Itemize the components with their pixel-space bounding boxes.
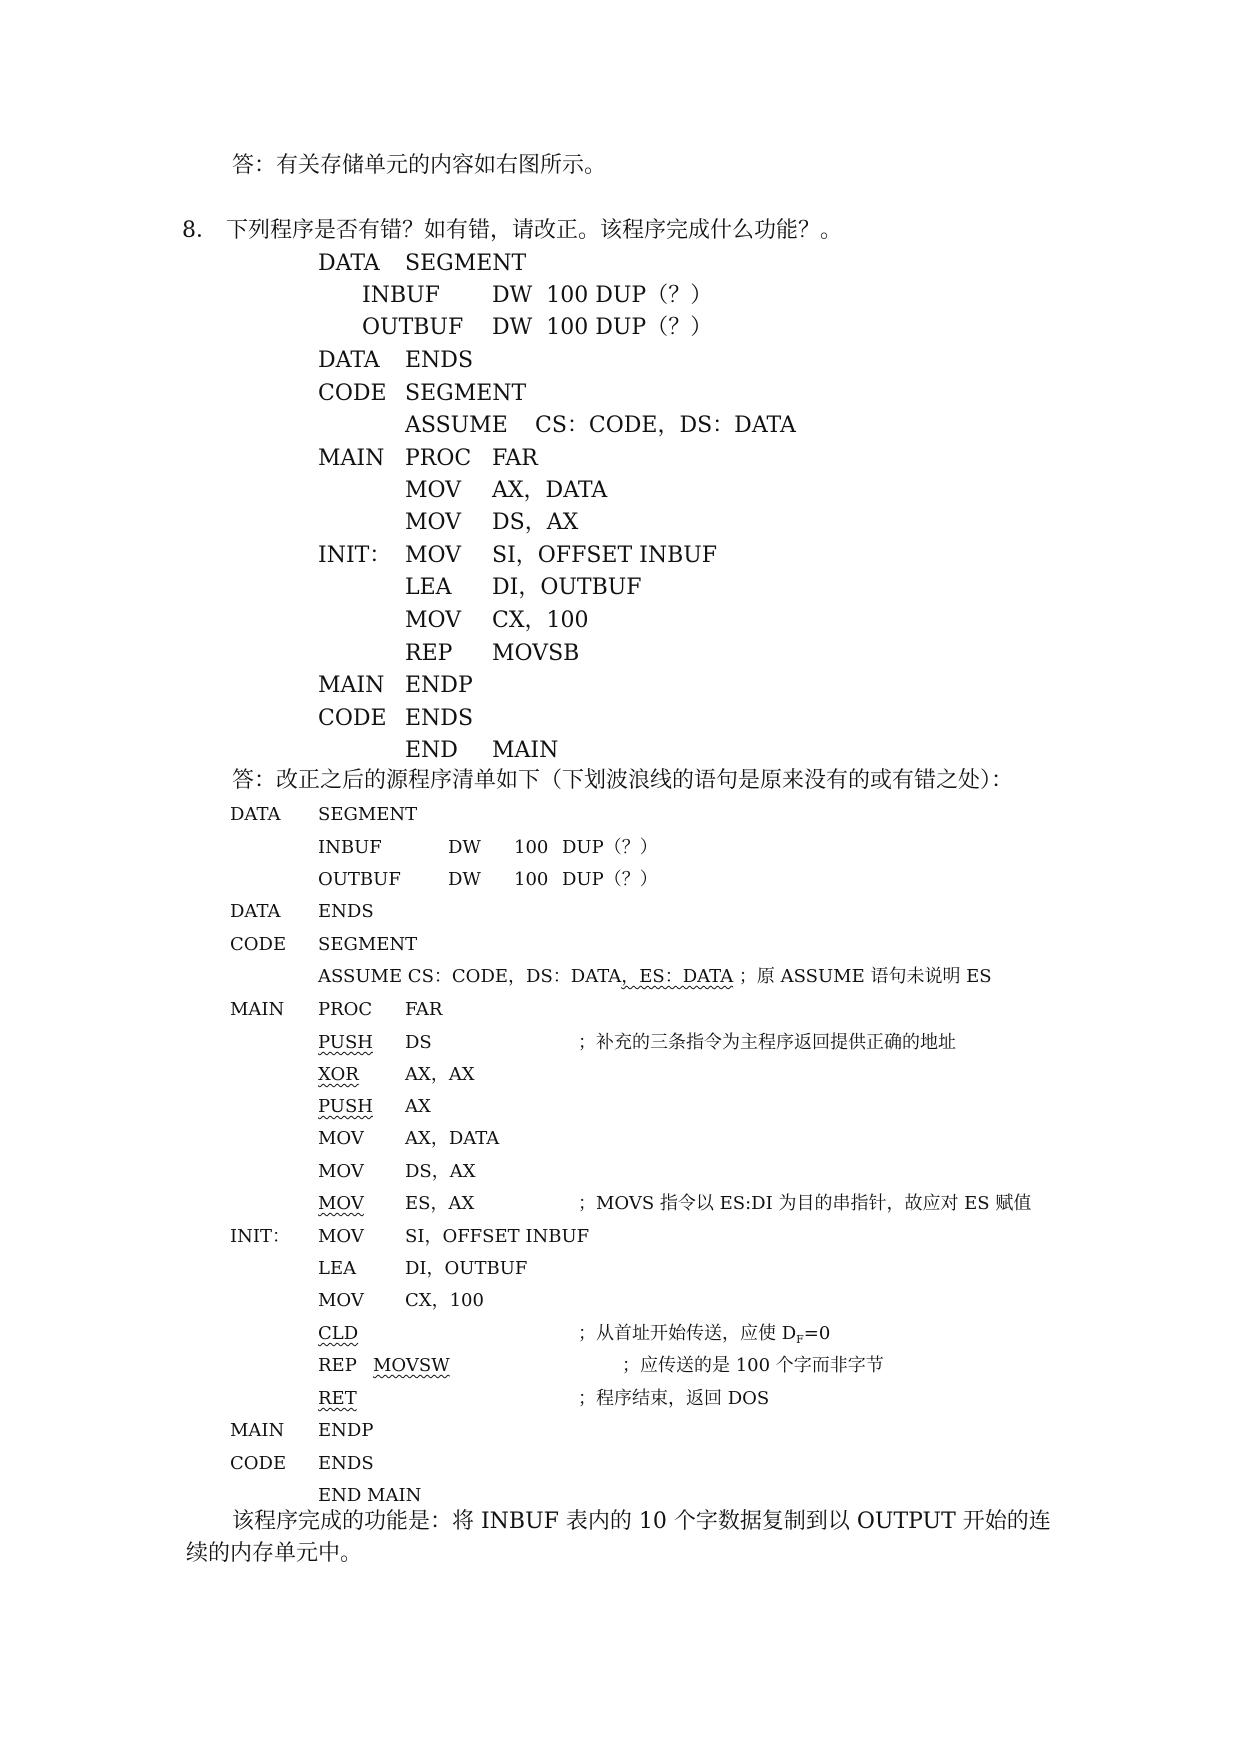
code-op: ENDS [405,706,474,731]
code-operand: DI，OUTBUF [405,1258,528,1279]
code-operand: SI，OFFSET INBUF [405,1226,590,1247]
code-op: MOV [405,543,462,568]
added-instruction: CLD [318,1323,359,1344]
code-op: END MAIN [318,1485,422,1506]
code-op: DW 100 DUP（？） [492,315,713,340]
conclusion-line-1: 该程序完成的功能是：将 INBUF 表内的 10 个字数据复制到以 OUTPUT 开始的连 [232,1509,1051,1534]
code-operand: CX，100 [492,608,589,633]
code-operand: 100 [514,869,549,890]
code-statement [318,968,992,986]
code-operand: MAIN [492,738,559,763]
code-operand: FAR [492,446,538,471]
code-operand: DS，AX [492,510,579,535]
code-label: DATA [318,251,380,276]
code-label: INIT： [230,1226,290,1247]
code-label: MAIN [318,446,385,471]
code-operand: DUP（？） [562,837,658,858]
code-operand: DUP（？） [562,869,658,890]
answer-8-intro: 答：改正之后的源程序清单如下（下划波浪线的语句是原来没有的或有错之处）： [232,768,1014,793]
code-op: PROC [405,446,472,471]
code-op: SEGMENT [405,251,527,276]
code-op: ASSUME [405,413,508,438]
code-comment: ；原 ASSUME 语句未说明 ES [738,966,992,987]
code-label: DATA [230,901,281,922]
code-operand: SI，OFFSET INBUF [492,543,718,568]
code-op: LEA [405,575,452,600]
code-comment: ；应传送的是 100 个字而非字节 [622,1355,884,1376]
code-op: ENDS [405,348,474,373]
code-label: DATA [230,804,281,825]
added-instruction: MOV ES，AX [318,1193,475,1214]
code-op: MOV [405,608,462,633]
code-label: CODE [318,706,387,731]
code-label: INBUF [318,837,382,858]
code-label: DATA [318,348,380,373]
code-op: ENDS [318,1453,374,1474]
code-label: CODE [230,934,287,955]
code-op: REP [405,641,453,666]
code-label: OUTBUF [362,315,464,340]
code-op: DW [448,837,481,858]
code-comment: ；补充的三条指令为主程序返回提供正确的地址 [578,1032,956,1053]
code-operand: CS：CODE，DS：DATA [535,413,796,438]
code-label: MAIN [318,673,385,698]
code-op: END [405,738,458,763]
code-op: DW [448,869,481,890]
code-operand: DI，OUTBUF [492,575,642,600]
answer-7: 答：有关存储单元的内容如右图所示。 [232,153,607,178]
code-op: MOV [318,1226,364,1247]
added-instruction: RET [318,1388,357,1409]
code-op: REP [318,1355,357,1376]
code-label: CODE [318,381,387,406]
code-label: INBUF [362,283,440,308]
code-op: MOV [318,1161,364,1182]
code-op: SEGMENT [318,804,418,825]
code-op: SEGMENT [318,934,418,955]
code-op: MOV [318,1128,364,1149]
conclusion-line-2: 续的内存单元中。 [186,1541,363,1566]
code-op: MOV [405,510,462,535]
code-comment: ；MOVS 指令以 ES:DI 为目的串指针，故应对 ES 赋值 [578,1193,1032,1214]
code-comment: ；从首址开始传送，应使 $D_F=0$ [578,1323,831,1346]
code-op: ENDS [318,901,374,922]
added-instruction: PUSH AX [318,1096,431,1117]
code-op: MOV [405,478,462,503]
code-operand: AX，DATA [405,1128,500,1149]
added-instruction: XOR AX，AX [318,1064,475,1085]
code-op: MOV [318,1290,364,1311]
corrected-instruction: MOVSW [373,1355,450,1376]
code-label: CODE [230,1453,287,1474]
code-op: PROC [318,999,373,1020]
code-label: OUTBUF [318,869,401,890]
assume-statement: ASSUME CS：CODE，DS：DATA [318,966,622,987]
code-label: INIT： [318,543,392,568]
code-operand: MOVSB [492,641,580,666]
question-8-number: 8． [182,218,218,243]
code-op: ENDP [318,1420,374,1441]
code-op: DW 100 DUP（？） [492,283,713,308]
code-operand: DS，AX [405,1161,476,1182]
question-8-text: 下列程序是否有错？如有错，请改正。该程序完成什么功能？。 [226,218,843,243]
code-op: LEA [318,1258,357,1279]
code-operand: CX，100 [405,1290,484,1311]
added-es-assume: ，ES：DATA [621,966,734,987]
code-operand: 100 [514,837,549,858]
code-op: ENDP [405,673,473,698]
code-op: SEGMENT [405,381,527,406]
code-operand: AX，DATA [492,478,608,503]
code-comment: ；程序结束，返回 DOS [578,1388,770,1409]
code-label: MAIN [230,1420,285,1441]
code-operand: FAR [405,999,443,1020]
code-label: MAIN [230,999,285,1020]
added-instruction: PUSH DS [318,1032,432,1053]
